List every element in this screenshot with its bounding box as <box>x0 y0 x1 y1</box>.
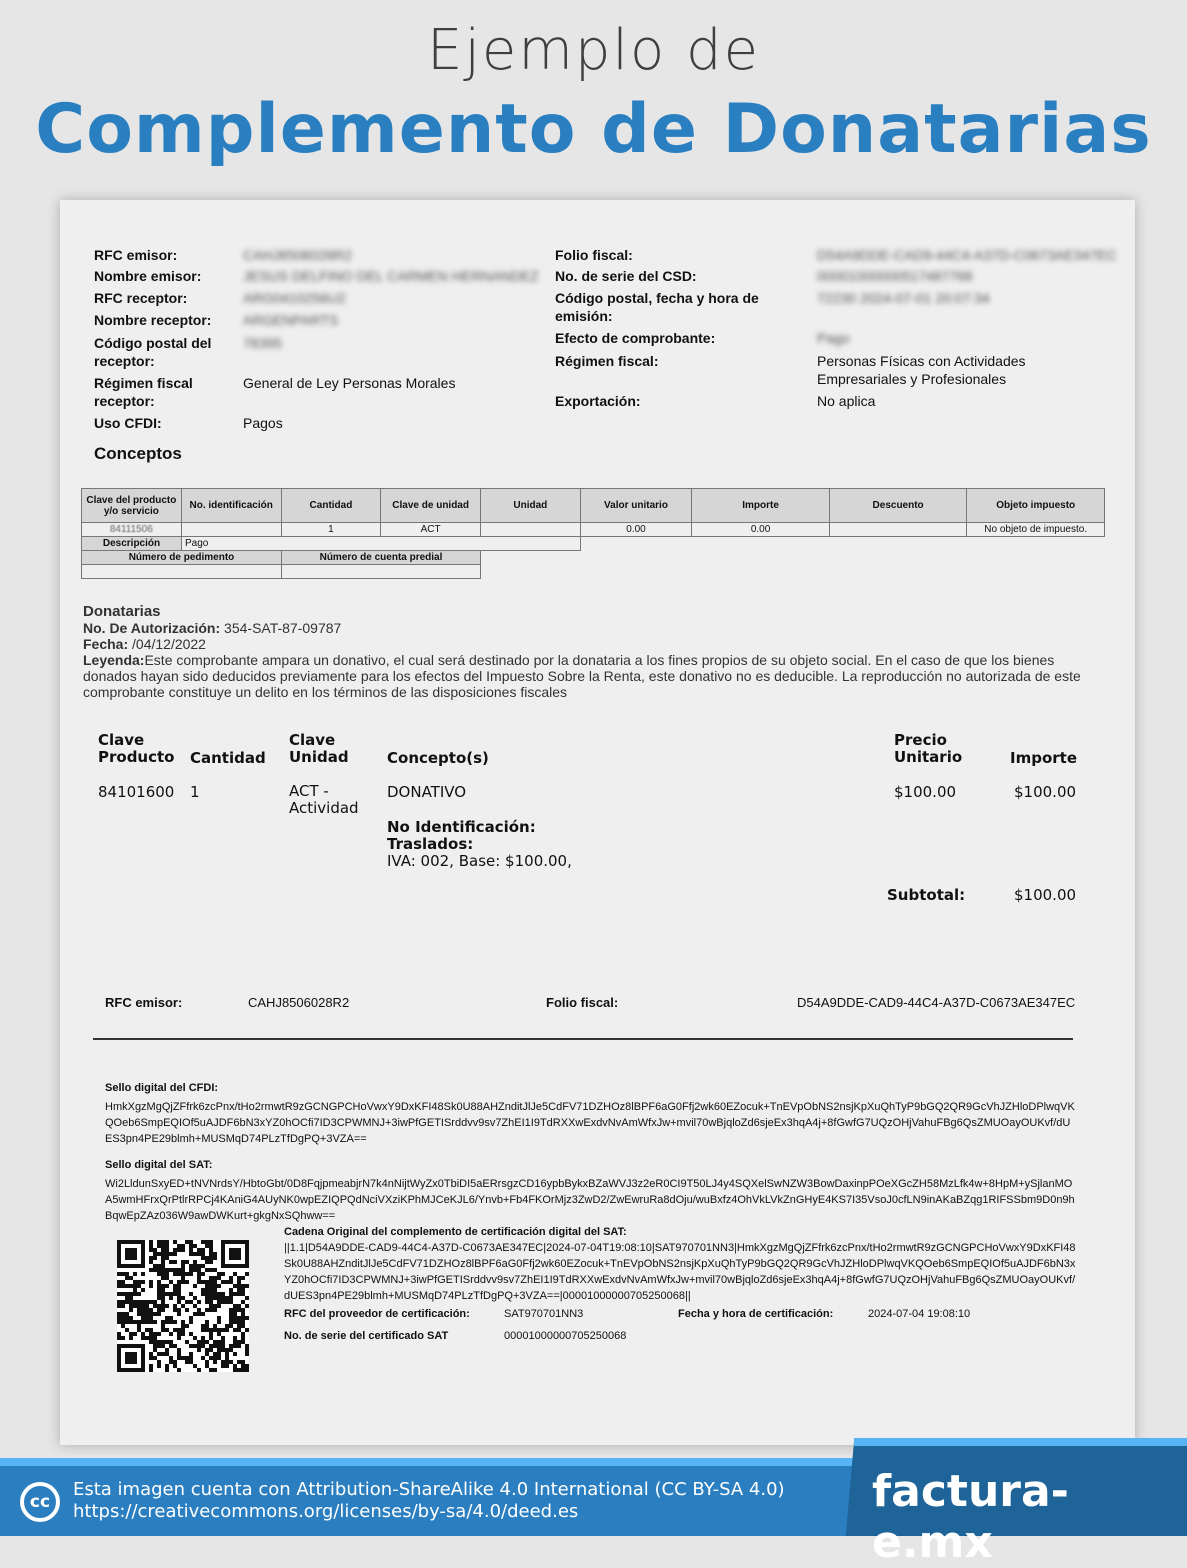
field-value: 00001000000517487768 <box>817 268 973 284</box>
descripcion-table <box>81 536 581 551</box>
title-line1: Ejemplo de <box>426 18 761 83</box>
table-cell: 0.00 <box>692 523 830 537</box>
field-value: Personas Físicas con Actividades Empresariales y Profesionales <box>817 353 1026 387</box>
column-header: Unidad <box>480 489 580 523</box>
traslado-value: IVA: 002, Base: $100.00, <box>387 852 572 870</box>
no-id-label: No Identificación: <box>387 818 536 836</box>
field-label: No. de serie del CSD: <box>555 268 697 284</box>
leyenda-text: Este comprobante ampara un donativo, el cual será destinado por la donataria a los fines propios de su objeto social. En el caso de que los bienes donados hayan sido deducidos previamente para los efectos del Impuesto Sobre la Renta, este donativo no es deducible. La reproducción no autorizada de este comprobante constituye un delito en los términos de las disposiciones fiscales <box>83 652 1081 700</box>
column-header: Descuento <box>829 489 967 523</box>
license-url[interactable]: https://creativecommons.org/licenses/by-sa/4.0/deed.es <box>73 1501 579 1522</box>
column-header: Importe <box>692 489 830 523</box>
table-cell: ACT <box>381 523 481 537</box>
descripcion-label: Descripción <box>82 537 182 551</box>
table-cell: 84111506 <box>82 523 182 537</box>
fecha-value: /04/12/2022 <box>128 636 206 652</box>
rfc-prov-label: RFC del proveedor de certificación: <box>284 1308 470 1320</box>
col-precio: Precio Unitario <box>894 731 963 766</box>
field-value: 72230 2024-07-01 20:07:34 <box>817 290 990 306</box>
column-header: Clave de unidad <box>381 489 481 523</box>
table-cell: No objeto de impuesto. <box>967 523 1105 537</box>
table-cell: 0.00 <box>580 523 692 537</box>
conceptos-title: Conceptos <box>94 444 182 463</box>
predial-label: Número de cuenta predial <box>282 551 481 565</box>
field-value: No aplica <box>817 393 876 409</box>
resumen-rfc: CAHJ8506028R2 <box>248 995 350 1010</box>
autorizacion-label: No. De Autorización: <box>83 620 221 636</box>
table-cell <box>829 523 967 537</box>
traslados-label: Traslados: <box>387 835 474 853</box>
qr-code <box>117 1240 249 1372</box>
field-label: Código postal, fecha y hora de emisión: <box>555 290 759 324</box>
field-label: Exportación: <box>555 393 641 409</box>
field-label: Código postal del receptor: <box>94 335 212 369</box>
serie-label: No. de serie del certificado SAT <box>284 1330 449 1342</box>
cc-icon: cc <box>20 1482 60 1522</box>
rfc-prov: SAT970701NN3 <box>504 1308 584 1320</box>
column-header: No. identificación <box>181 489 281 523</box>
field-value: Pago <box>817 330 850 346</box>
title-line2: Complemento de Donatarias <box>35 90 1152 169</box>
invoice-document <box>60 200 1135 1445</box>
column-header: Valor unitario <box>580 489 692 523</box>
fecha-label: Fecha: <box>83 636 129 652</box>
table-cell <box>480 523 580 537</box>
donatarias-title: Donatarias <box>83 603 161 620</box>
cadena-section <box>284 1224 1076 1304</box>
col-unidad: Clave Unidad <box>289 731 349 766</box>
cadena-value: ||1.1|D54A9DDE-CAD9-44C4-A37D-C0673AE347EC|2024-07-04T19:08:10|SAT970701NN3|HmkXgzMgQjZFfrk6zcPnx/tHo2rmwtR9zGCNGPCHoVwxY9DxKFI48Sk0U88AHZnditJlJe5CdFV71DZHOz8lBPF6aG0Ffj2wk60EZocuk+TnEVpObNS2nsjKpXuQhTyP9bGQ2QR9GcVhJZHloDPlwqVKQOeb6SmpEQIOf5uAJDF6bN3xYZ0hOCfi7ID3CPWMNJ+3iwPfGETISrddvv9sv7ZhEI1I9TdRXXwExdvNvAmWfxJw+mvil70wBjqloZd6sjeEx3hqA4j+8fGwfG7UQzOHjVahuFBg6QsZMUOayOUKvf/dUES3pn4PE29blmh+MUSMqD74PLzTfDgPQ+3VZA==|00001000000705250068|| <box>284 1242 1076 1302</box>
subtotal-label: Subtotal: <box>887 886 966 904</box>
row-unidad: ACT - Actividad <box>289 782 359 817</box>
resumen-rfc-label: RFC emisor: <box>105 995 183 1010</box>
row-cantidad: 1 <box>190 783 200 801</box>
field-value: General de Ley Personas Morales <box>243 375 456 391</box>
brand-logo: factura-e.mx <box>872 1466 1069 1568</box>
resumen-folio-label: Folio fiscal: <box>546 995 619 1010</box>
col-cantidad: Cantidad <box>190 749 266 767</box>
autorizacion-value: 354-SAT-87-09787 <box>220 620 342 636</box>
column-header: Objeto impuesto <box>967 489 1105 523</box>
sello-sat-label: Sello digital del SAT: <box>105 1159 213 1171</box>
sello-cfdi: HmkXgzMgQjZFfrk6zcPnx/tHo2rmwtR9zGCNGPCHoVwxY9DxKFI48Sk0U88AHZnditJlJe5CdFV71DZHOz8lBPF6aG0Ffj2wk60EZocuk+TnEVpObNS2nsjKpXuQhTyP9bGQ2QR9GcVhJZHloDPlwqVKQOeb6SmpEQIOf5uAJDF6bN3xYZ0hOCfi7ID3CPWMNJ+3iwPfGETISrddvv9sv7ZhEI1I9TdRXXwExdvNvAmWfxJw+mvil70wBjqloZd6sjeEx3hqA4j+8fGwfG7UQzOHjVahuFBg6QsZMUOayOUKvf/dUES3pn4PE29blmh+MUSMqD74PLzTfDgPQ+3VZA== <box>105 1101 1075 1145</box>
col-importe: Importe <box>1010 749 1077 767</box>
field-label: Régimen fiscal receptor: <box>94 375 193 409</box>
license-line: Esta imagen cuenta con Attribution-ShareAlike 4.0 International (CC BY-SA 4.0) <box>73 1479 785 1500</box>
field-value: ARGENPARTS <box>243 312 339 328</box>
resumen-folio: D54A9DDE-CAD9-44C4-A37D-C0673AE347EC <box>797 995 1076 1010</box>
row-precio: $100.00 <box>894 783 957 801</box>
table-row <box>82 523 1105 537</box>
fecha-cert-label: Fecha y hora de certificación: <box>678 1308 834 1320</box>
field-value: D54A9DDE-CAD9-44C4-A37D-C0673AE347EC <box>817 247 1117 263</box>
field-label: Efecto de comprobante: <box>555 330 716 346</box>
license-text <box>73 1479 785 1523</box>
col-clave: Clave Producto <box>98 731 175 766</box>
field-label: Folio fiscal: <box>555 247 633 263</box>
pedimento-table <box>81 550 481 579</box>
field-label: Nombre emisor: <box>94 268 202 284</box>
divider <box>93 1038 1073 1040</box>
serie-value: 00001000000705250068 <box>504 1330 627 1342</box>
pedimento-label: Número de pedimento <box>82 551 282 565</box>
table-cell <box>181 523 281 537</box>
sellos-section <box>105 1080 1075 1224</box>
row-importe: $100.00 <box>1014 783 1077 801</box>
field-label: Régimen fiscal: <box>555 353 659 369</box>
field-value: CAHJ8506028R2 <box>243 247 352 263</box>
donatarias-section <box>83 604 1093 700</box>
subtotal-value: $100.00 <box>1014 886 1077 904</box>
column-header: Cantidad <box>281 489 381 523</box>
col-concepto: Concepto(s) <box>387 749 489 767</box>
field-value: ARG0410256U2 <box>243 290 346 306</box>
fecha-cert: 2024-07-04 19:08:10 <box>868 1308 971 1320</box>
field-value: 78395 <box>243 335 282 351</box>
descripcion-value: Pago <box>182 537 581 551</box>
sello-sat: Wi2LldunSxyED+tNVNrdsY/HbtoGbt/0D8FqjpmeabjrN7k4nNijtWyZx0TbiDI5aERrsgzCD16ypbBykxBZaWVJ3z2eR0CI9T50LJ4y4SQXelSwNZW3BowDaxinpPOeXGcZH58MzLfk4w+8HpM+ySjlanMOA5wmHFrxQrPtlrRPCj4KAniG4AUyNK0wpEZIQPQdNciVXziKPhMJCeKJL6/Ynvb+Fb4FKOrMjz3ZwD2/ZwEwruRa8dOju/wuBxfz4OhVkLVkZnGHyE4KS7I35VsoJ0cfLN9inAKaBZqg1RIFSSbm9D0n9hBqwEpZAz036W9awDWKurt+gkgNxSQhww== <box>105 1178 1075 1222</box>
sello-cfdi-label: Sello digital del CFDI: <box>105 1082 219 1094</box>
cadena-label: Cadena Original del complemento de certificación digital del SAT: <box>284 1226 627 1238</box>
row-concepto: DONATIVO <box>387 783 467 801</box>
table-cell: 1 <box>281 523 381 537</box>
leyenda-label: Leyenda: <box>83 652 145 668</box>
field-label: Uso CFDI: <box>94 415 162 431</box>
field-label: RFC receptor: <box>94 290 188 306</box>
field-value: Pagos <box>243 415 283 431</box>
field-label: Nombre receptor: <box>94 312 212 328</box>
column-header: Clave del producto y/o servicio <box>82 489 182 523</box>
conceptos-table <box>81 488 1105 537</box>
row-clave: 84101600 <box>98 783 175 801</box>
field-value: JESUS DELFINO DEL CARMEN HERNANDEZ <box>243 268 539 284</box>
field-label: RFC emisor: <box>94 247 178 263</box>
